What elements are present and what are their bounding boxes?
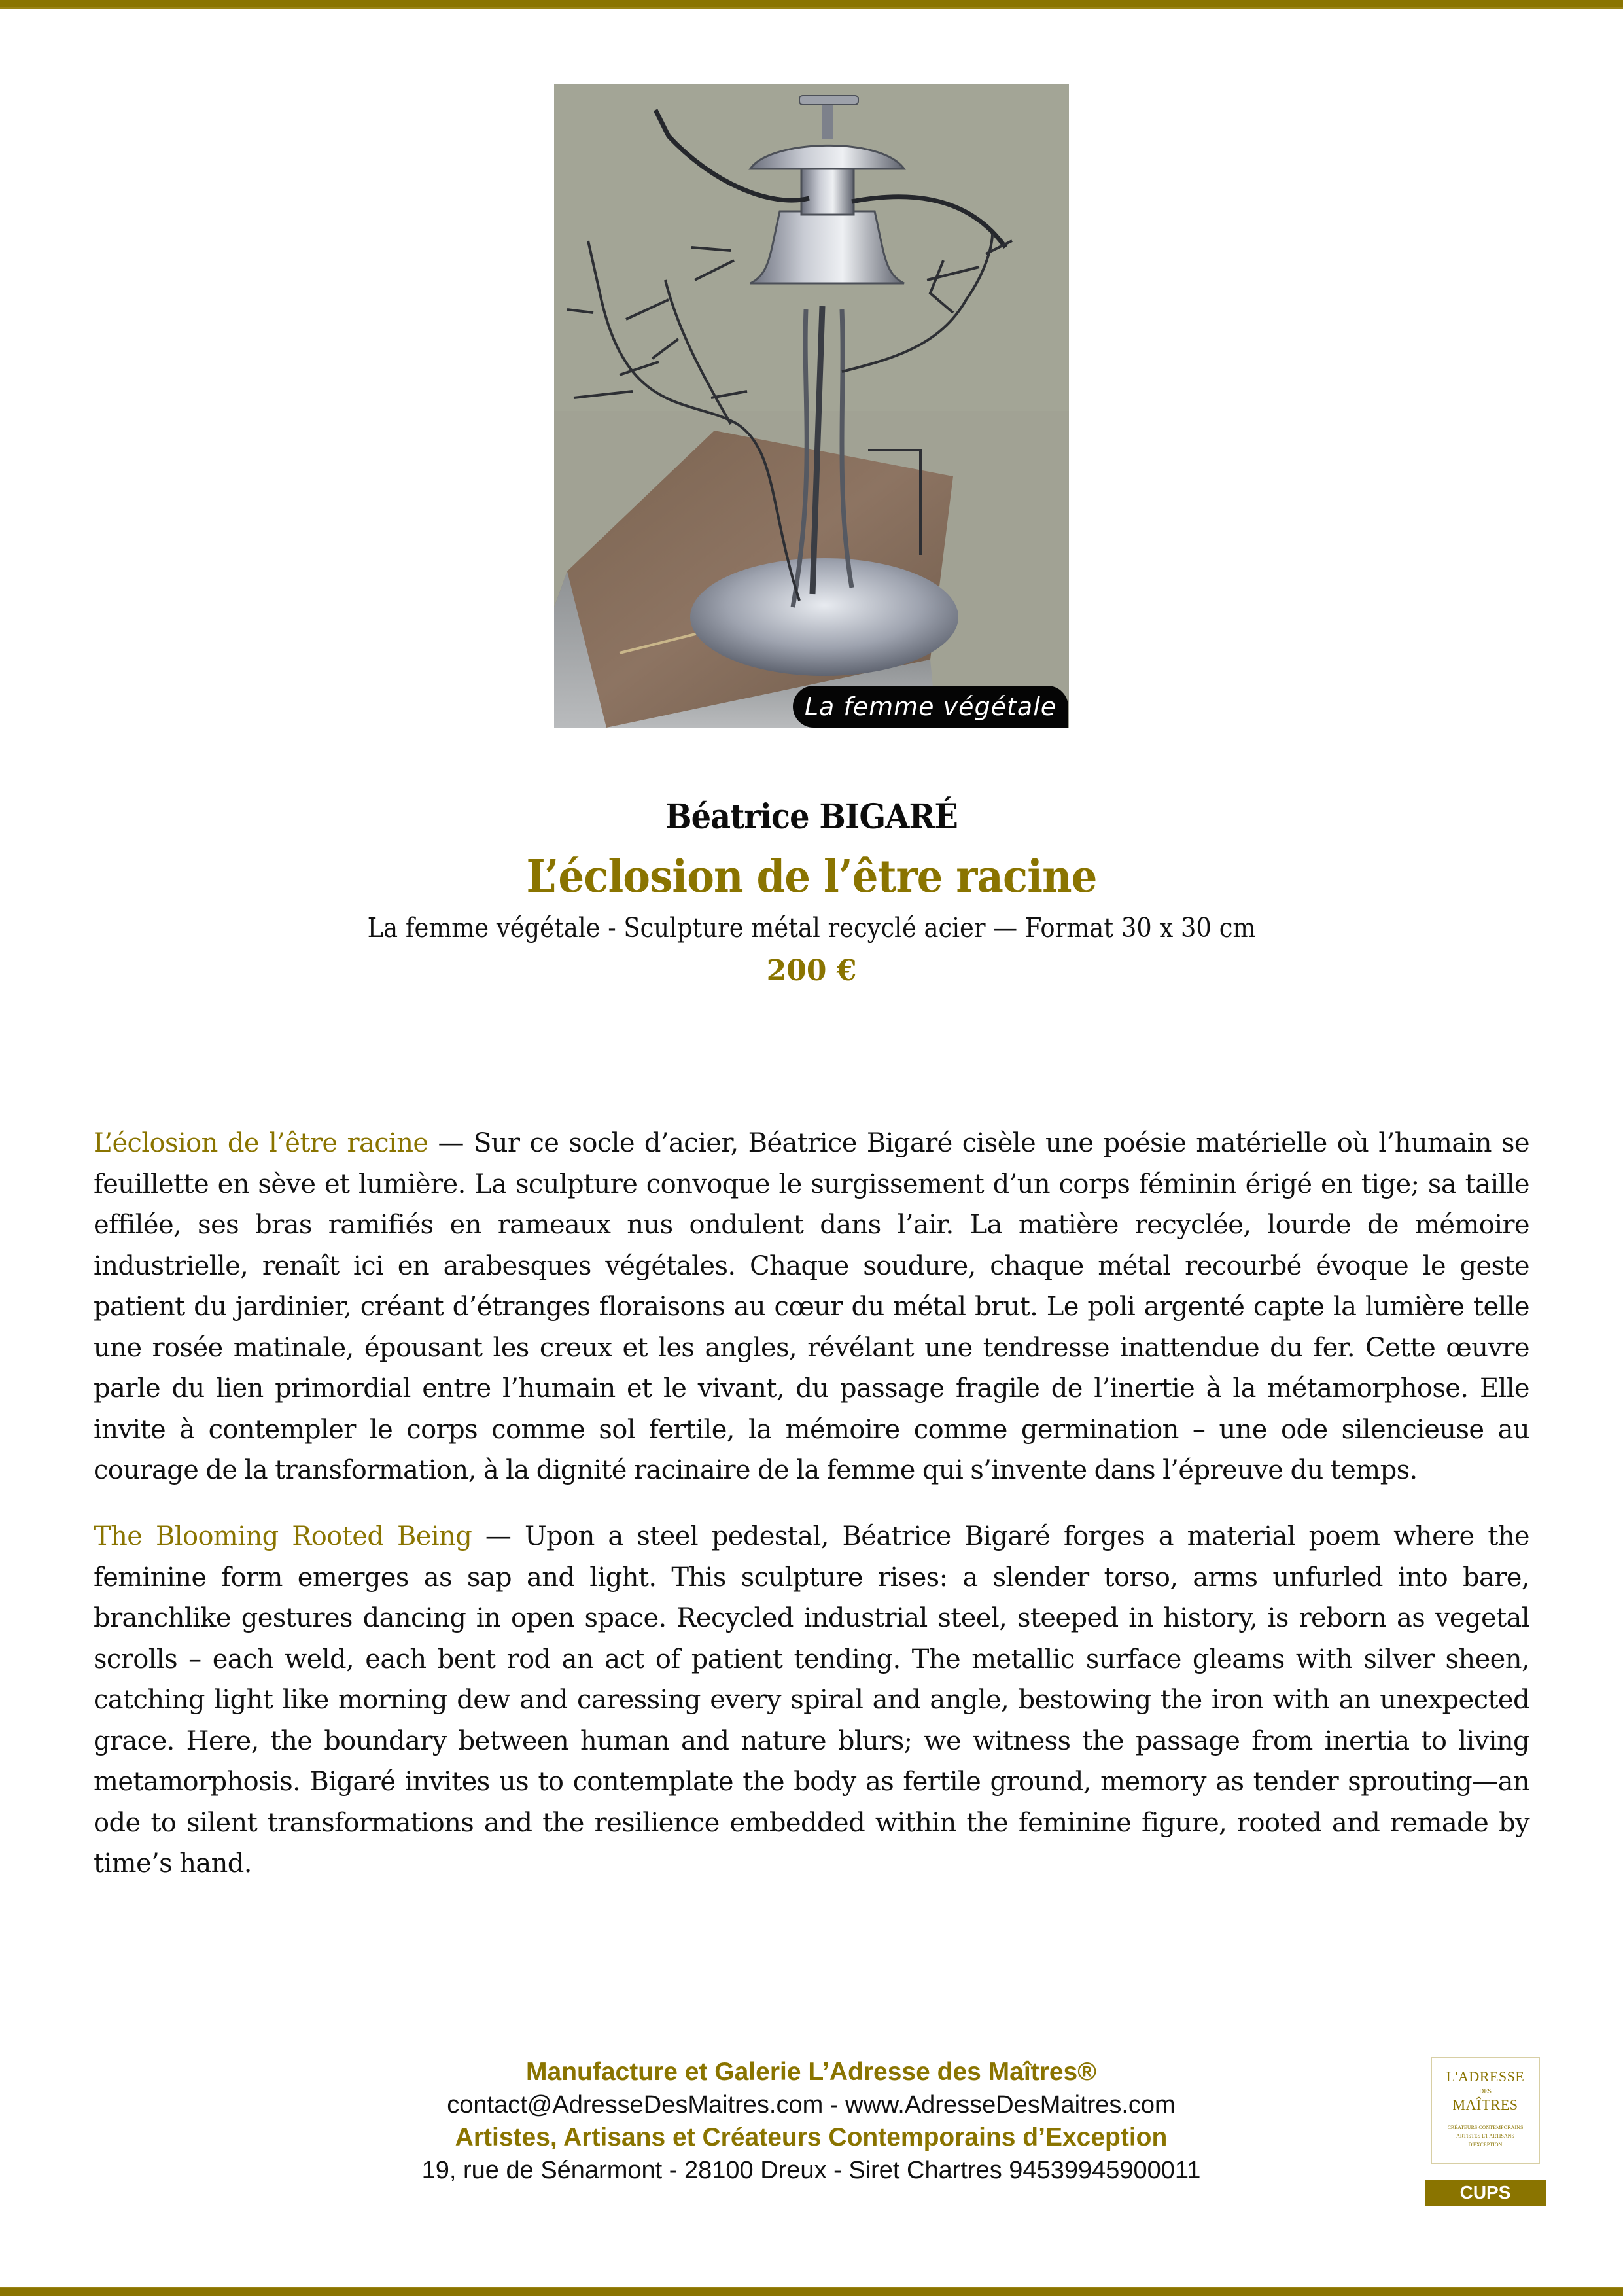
logo-line-3: MAÎTRES xyxy=(1452,2096,1518,2113)
gallery-logo xyxy=(1431,2057,1540,2164)
footer-contact-links[interactable]: contact@AdresseDesMaitres.com - www.AdresseDesMaitres.com xyxy=(447,2091,1176,2119)
description-french-lead: L’éclosion de l’être racine xyxy=(94,1128,428,1158)
footer-company: Manufacture et Galerie L’Adresse des Maîtres® xyxy=(526,2058,1096,2086)
sculpture-illustration xyxy=(554,84,1069,728)
description-french xyxy=(94,1123,1529,1491)
footer-tagline: Artistes, Artisans et Créateurs Contemporains d’Exception xyxy=(455,2123,1168,2151)
footer-address: 19, rue de Sénarmont - 28100 Dreux - Siret Chartres 94539945900011 xyxy=(421,2157,1201,2184)
top-gold-rule xyxy=(0,0,1623,9)
artist-name: Béatrice BIGARÉ xyxy=(665,797,958,837)
logo-sub-1: CRÉATEURS CONTEMPORAINS xyxy=(1447,2125,1524,2130)
bottom-gold-rule xyxy=(0,2287,1623,2296)
description-english-text: — Upon a steel pedestal, Béatrice Bigaré forges a material poem where the feminine form emerges as sap and light. This sculpture rises: a slender torso, arms unfurled into bare, branchlike gestures dancing in open space. Recycled industrial steel, steeped in history, is reborn as vegetal scrolls – each weld, each bent rod an act of patient tending. The metallic surface gleams with silver sheen, catching light like morning dew and caressing every spiral and angle, bestowing the iron with an unexpected grace. Here, the boundary between human and nature blurs; we witness the passage from inertia to living metamorphosis. Bigaré invites us to contemplate the body as fertile ground, memory as tender sprouting—an ode to silent transformations and the resilience embedded within the feminine figure, rooted and remade by time’s hand. xyxy=(94,1521,1530,1879)
artwork-photo xyxy=(554,84,1069,728)
artwork-title: L’éclosion de l’être racine xyxy=(526,851,1097,903)
logo-line-2: DES xyxy=(1479,2088,1492,2095)
description-french-text: — Sur ce socle d’acier, Béatrice Bigaré cisèle une poésie matérielle où l’humain se feuillette en sève et lumière. La sculpture convoque le surgissement d’un corps féminin érigé en tige; sa taille effilée, ses bras ramifiés en rameaux nus ondulent dans l’air. La matière recyclée, lourde de mémoire industrielle, renaît ici en arabesques végétales. Chaque soudure, chaque métal recourbé évoque le geste patient du jardinier, créant d’étranges floraisons au cœur du métal brut. Le poli argenté capte la lumière telle une rosée matinale, épousant les creux et les angles, révélant une tendresse inattendue du fer. Cette œuvre parle du lien primordial entre l’humain et le vivant, du passage fragile de l’inertie à la métamorphose. Elle invite à contempler le corps comme sol fertile, la mémoire comme germination – une ode silencieuse au courage de la transformation, à la dignité racinaire de la femme qui s’invente dans l’épreuve du temps. xyxy=(94,1128,1530,1485)
artwork-price: 200 € xyxy=(766,954,857,987)
footer xyxy=(340,2056,1282,2187)
cups-badge: CUPS xyxy=(1425,2180,1546,2206)
logo-sub-3: D'EXCEPTION xyxy=(1468,2142,1503,2147)
logo-line-1: L'ADRESSE xyxy=(1446,2068,1525,2085)
photo-caption: La femme végétale xyxy=(793,686,1068,728)
description-english xyxy=(94,1516,1529,1884)
artwork-details: La femme végétale - Sculpture métal recyclé acier — Format 30 x 30 cm xyxy=(367,912,1256,944)
logo-sub-2: ARTISTES ET ARTISANS xyxy=(1456,2133,1514,2139)
description-english-lead: The Blooming Rooted Being xyxy=(94,1521,472,1551)
